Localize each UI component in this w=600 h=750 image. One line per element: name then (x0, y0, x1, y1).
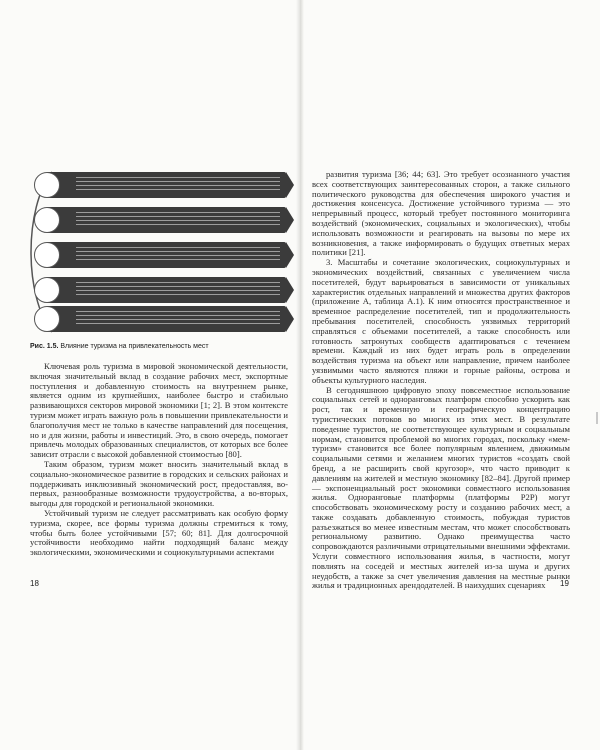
paragraph: Устойчивый туризм не следует рассматривать как особую форму туризма, скорее, все формы туризма должны стремиться к тому, чтобы быть более устойчивыми [57; 60; 81]. Для долгосрочной устойчивости необходимо найти подходящий баланс между экологическими, экономическими и социокультурными аспектами (30, 507, 288, 558)
figure-item-bar (46, 207, 286, 233)
figure-node-circle (34, 242, 60, 268)
page-number-left: 18 (30, 579, 39, 588)
figure-node-circle (34, 207, 60, 233)
figure-caption (30, 343, 209, 350)
figure-item-bar (46, 277, 286, 303)
paragraph: В сегодняшнюю цифровую эпоху повсеместное использование социальных сетей и одноранговых платформ способно ускорить как рост, так и временную и географическую концентрацию туристических потоков во многих из этих мест. В результате поведение туристов, не соответствующее культурным и социальным нормам, становится проблемой во многих городах, поскольку «мем-туризм» становится все более популярным явлением, движимым социальными сетями и желанием многих туристов «создать свой бренд, а не расширить свой кругозор», что часто приводит к давлениям на жителей и местную экономику [82–84]. Другой пример — экспоненциальный рост экономики совместного использования жилья. Одноранговые платформы (платформы P2P) могут способствовать экономическому росту и созданию рабочих мест, а также создавать добавленную стоимость, побуждая туристов разъезжаться во менее известным местам, что может способствовать региональному развитию. Однако преимущества часто сопровождаются различными отрицательными внешними эффектами. Услуги совместного использования жилья, в частности, могут повлиять на соседей и местных жителей из-за шума и других неудобств, а также за счет увеличения давления на местные рынки жилья и традиционных арендодателей. В наихудших сценариях (312, 384, 570, 591)
tourism-figure (30, 168, 286, 336)
paragraph: Ключевая роль туризма в мировой экономической деятельности, включая значительный вклад в создание рабочих мест, экспортные поступления и добавленную стоимость на внутреннем рынке, является одним из крупнейших, наиболее быстро и стабильно развивающихся секторов мировой экономики [1; 2]. В этом контексте туризм может играть важную роль в повышении привлекательности и благополучия мест не только в качестве направлений для посещения, но и для жизни, работы и инвестиций. Это, в свою очередь, помогает привлечь молодых образованных специалистов, от которых все более зависит отрасли с высокой добавленной стоимостью [80]. (30, 361, 288, 460)
page-edge-mark (596, 412, 598, 424)
paragraph: 3. Масштабы и сочетание экологических, социокультурных и экономических воздействий, связанных с увеличением числа посетителей, будут варьироваться в зависимости от уникальных характеристик отдельных направлений и множества других факторов (приложение А, таблица А.1). К ним относятся пространственное и временное распределение посетителей, тип и продолжительность пребывания посетителей, способность уязвимых территорий справляться с объемами посетителей, а также способность или готовность затронутых сообществ адаптироваться с течением времени. Каждый из них будет играть роль в определении воздействия туризма на объект или направление, причем наиболее уязвимыми часто являются пляжи и горные районы, острова и объекты культурного наследия. (312, 257, 570, 385)
book-gutter (296, 0, 304, 750)
left-body-text (30, 362, 288, 558)
figure-item-bar (46, 242, 286, 268)
paragraph: Таким образом, туризм может вносить значительный вклад в социально-экономическое развитие в городских и сельских районах и поддерживать инклюзивный экономический рост, предоставляя, во-первых, разнообразные возможности трудоустройства, а во-вторых, выгоды для городской и региональной экономики. (30, 458, 288, 509)
figure-caption-text: Влияние туризма на привлекательность мест (58, 343, 209, 350)
right-body-text (312, 170, 570, 591)
paragraph: развития туризма [36; 44; 63]. Это требует осознанного участия всех соответствующих заинтересованных сторон, а также сильного политического руководства для обеспечения широкого участия и достижения консенсуса. Достижение устойчивого туризма — это непрерывный процесс, который требует постоянного мониторинга воздействий (экономических, социальных и экологических), чтобы использовать возможности и реагировать на вызовы по мере их возникновения, а также информировать о будущих ответных мерах политики [21]. (312, 169, 570, 258)
figure-item-bar (46, 172, 286, 198)
figure-node-circle (34, 172, 60, 198)
figure-node-circle (34, 277, 60, 303)
figure-node-circle (34, 306, 60, 332)
page-number-right: 19 (560, 579, 569, 588)
figure-caption-label: Рис. 1.5. (30, 343, 59, 350)
figure-item-bar (46, 306, 286, 332)
